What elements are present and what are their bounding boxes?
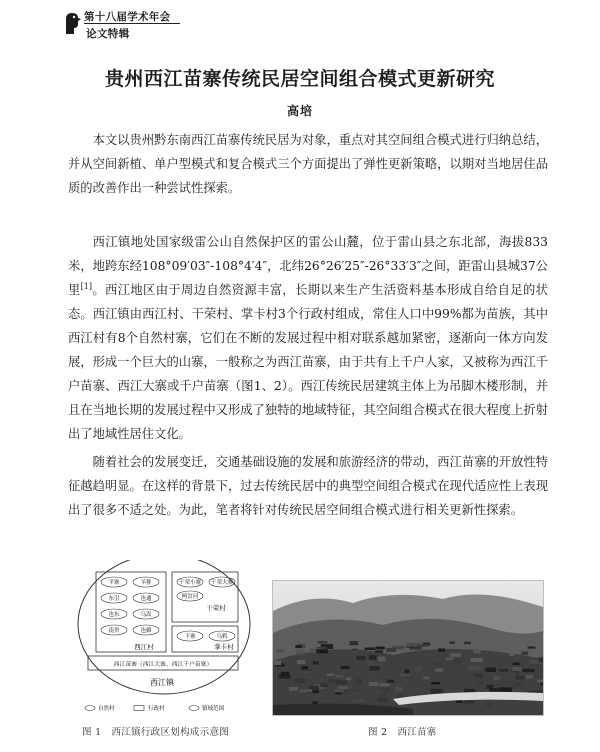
house-roof [478, 682, 484, 685]
house-roof [514, 683, 522, 687]
house-roof [454, 658, 460, 663]
paragraph-1-text-b: 。西江地区由于周边自然资源丰富，长期以来生产生活资料基本形成自给自足的状态。西江镇由西江村、干荣村、掌卡村3个行政村组成，常住人口中99%都为苗族，其中西江村有8个自然村寨，它们在不断的发展过程中相对联系越加紧密，逐渐向一体方向发展，形成一个巨大的山寨，一般称之为西江苗寨，由于共有上千户人家，又被称为西江千户苗寨、西江大寨或千户苗寨（图1、2）。西江传统民居建筑主体上为吊脚木楼形制，并且在当地长期的发展过程中又形成了独特的地域特征，其空间组合模式在很大程度上折射出了地域性居住文化。 [68, 283, 548, 441]
zhangka-village-label: 下寨 [184, 634, 196, 640]
house-roof [419, 644, 428, 647]
house-roof [277, 649, 285, 653]
house-roof [464, 642, 471, 644]
house-roof [274, 661, 282, 666]
house-roof [539, 657, 543, 661]
house-roof [528, 647, 536, 649]
diagram-legend [85, 704, 225, 712]
house-roof [431, 682, 440, 684]
ganrong-village-label: 干荣村 [206, 604, 226, 612]
figure-2-photo [272, 580, 544, 716]
house-roof [387, 680, 394, 683]
house-roof [336, 675, 344, 678]
house-roof [432, 662, 442, 664]
natural-village-label: 也东 [108, 612, 120, 618]
conference-logo-icon [62, 10, 84, 36]
division-diagram [76, 560, 256, 720]
legend-admin-village: 行政村 [148, 706, 165, 712]
house-roof [400, 674, 410, 676]
figure-2-number: 图 2 [368, 727, 388, 738]
miaozhai-label: 西江苗寨（西江大寨、西江千户苗寨） [113, 662, 213, 668]
house-roof [541, 669, 544, 673]
house-roof [369, 682, 379, 686]
house-roof [365, 648, 376, 651]
natural-village-label: 羊排 [140, 580, 152, 586]
house-roof [486, 685, 493, 689]
house-roof [450, 653, 461, 657]
figure-1-diagram [76, 560, 256, 720]
house-roof [395, 687, 403, 692]
natural-village-label: 南贵 [108, 628, 120, 634]
figure-1-number: 图 1 [82, 727, 102, 738]
house-roof [377, 697, 388, 702]
house-roof [375, 650, 383, 653]
house-roof [423, 676, 429, 679]
house-roof [298, 649, 303, 653]
house-roof [301, 666, 308, 669]
natural-village-label: 也通 [140, 596, 152, 602]
house-roof [378, 657, 386, 662]
conference-header [62, 8, 202, 42]
house-roof [350, 641, 359, 645]
house-roof [464, 701, 474, 704]
house-roof [354, 700, 364, 702]
house-roof [327, 674, 335, 676]
house-roof [346, 678, 351, 681]
paper-title: 贵州西江苗寨传统民居空间组合模式更新研究 [104, 68, 495, 90]
house-roof [384, 660, 396, 663]
house-roof [489, 688, 500, 692]
house-roof [408, 680, 414, 685]
house-roof [379, 684, 390, 687]
zhangka-village-cells [177, 631, 235, 641]
reference-marker[interactable]: [1] [80, 281, 93, 291]
house-roof [446, 658, 454, 660]
house-roof [348, 662, 355, 666]
house-roof [376, 647, 385, 650]
figure-1-caption [82, 724, 229, 738]
house-roof [366, 677, 374, 682]
conference-name: 第十八届学术年会 [84, 11, 171, 23]
house-roof [540, 682, 543, 686]
house-roof [357, 679, 363, 683]
header-rule [84, 23, 180, 24]
body-paragraph-2: 随着社会的发展变迁，交通基础设施的发展和旅游经济的带动，西江苗寨的开放性特征越趋明显。在这样的背景下，过去传统民居中的典型空间组合模式在现代适应性上表现出了很多不适之处。为此，笔者将针对传统民居空间组合模式进行相关更新性探索。 [68, 455, 548, 517]
house-roof [300, 689, 312, 692]
house-roof [297, 660, 306, 664]
house-roof [323, 693, 330, 697]
house-roof [478, 654, 486, 658]
house-roof [509, 651, 514, 656]
legend-natural-village: 自然村 [98, 706, 115, 712]
town-label: 西江镇 [150, 678, 174, 687]
house-roof [438, 648, 445, 651]
house-roof [281, 672, 290, 676]
ganrong-village-label: 干荣大寨 [210, 580, 234, 586]
house-roof [316, 649, 328, 653]
house-roof [301, 669, 312, 671]
house-roof [295, 645, 302, 648]
natural-village-label: 东引 [108, 596, 120, 602]
natural-village-label: 乌嵩 [140, 612, 152, 618]
house-roof [352, 651, 358, 654]
house-roof [516, 675, 525, 679]
house-roof [468, 666, 480, 670]
house-roof [377, 690, 383, 694]
zhangka-village-label: 掌卡村 [214, 643, 234, 651]
house-roof [340, 671, 346, 673]
house-roof [338, 686, 348, 689]
house-roof [334, 689, 345, 692]
house-roof [522, 651, 529, 655]
house-roof [320, 683, 327, 687]
house-roof [504, 672, 515, 675]
house-roof [407, 643, 417, 647]
legend-town-range: 镇域范围 [202, 706, 225, 712]
house-roof [405, 669, 410, 673]
house-roof [430, 689, 443, 694]
house-roof [471, 658, 483, 662]
house-roof [294, 678, 306, 683]
house-roof [335, 680, 347, 685]
house-roof [350, 689, 360, 691]
natural-village-label: 平寨 [108, 580, 120, 586]
village-photo [273, 581, 543, 715]
house-roof [513, 662, 520, 665]
house-roof [493, 676, 500, 680]
house-roof [317, 641, 327, 643]
house-roof [450, 642, 455, 645]
house-roof [435, 668, 443, 672]
body-paragraph-1 [68, 230, 548, 446]
house-roof [537, 680, 543, 683]
house-roof [356, 656, 365, 660]
ganrong-village-cells [177, 577, 235, 601]
house-roof [386, 648, 396, 652]
house-roof [328, 680, 334, 683]
zhangka-village-label: 乌鸦 [216, 634, 228, 640]
house-roof [474, 674, 483, 678]
house-roof [512, 667, 521, 671]
figure-2-caption [368, 724, 437, 738]
house-roof [474, 649, 481, 653]
house-roof [369, 655, 376, 659]
house-roof [288, 657, 297, 661]
house-roof [485, 668, 496, 672]
paragraph-1-text-a: 西江镇地处国家级雷公山自然保护区的雷公山麓，位于雷山县之东北部，海拔833米，地跨东经108°09′03″-108°4′4″，北纬26°26′25″-26°33′3″之间，距雷山县城37公里 [68, 235, 548, 297]
paper-author: 高培 [286, 104, 313, 118]
xijiang-village-label: 西江村 [134, 643, 154, 651]
figure-1-caption-text: 西江镇行政区划构成示意图 [111, 727, 230, 738]
abstract-paragraph: 本文以贵州黔东南西江苗寨传统民居为对象，重点对其空间组合模式进行归纳总结，并从空间新植、单户型模式和复合模式三个方面提出了弹性更新策略，以期对当地居住品质的改善作出一种尝试性探索。 [68, 133, 548, 195]
house-roof [523, 669, 535, 672]
ganrong-village-label: 干荣小寨 [178, 580, 202, 586]
house-roof [289, 687, 298, 691]
xijiang-village-cells [101, 577, 159, 635]
house-roof [537, 641, 543, 645]
house-roof [369, 666, 379, 671]
house-roof [313, 661, 319, 664]
special-issue-label: 论文特辑 [86, 28, 130, 40]
house-roof [416, 667, 422, 672]
figure-2-caption-text: 西江苗寨 [397, 727, 437, 738]
natural-village-label: 也薅 [140, 628, 152, 634]
house-roof [499, 669, 508, 672]
house-roof [335, 693, 341, 695]
ganrong-village-label: 两岔河 [181, 594, 199, 600]
house-roof [486, 703, 492, 706]
